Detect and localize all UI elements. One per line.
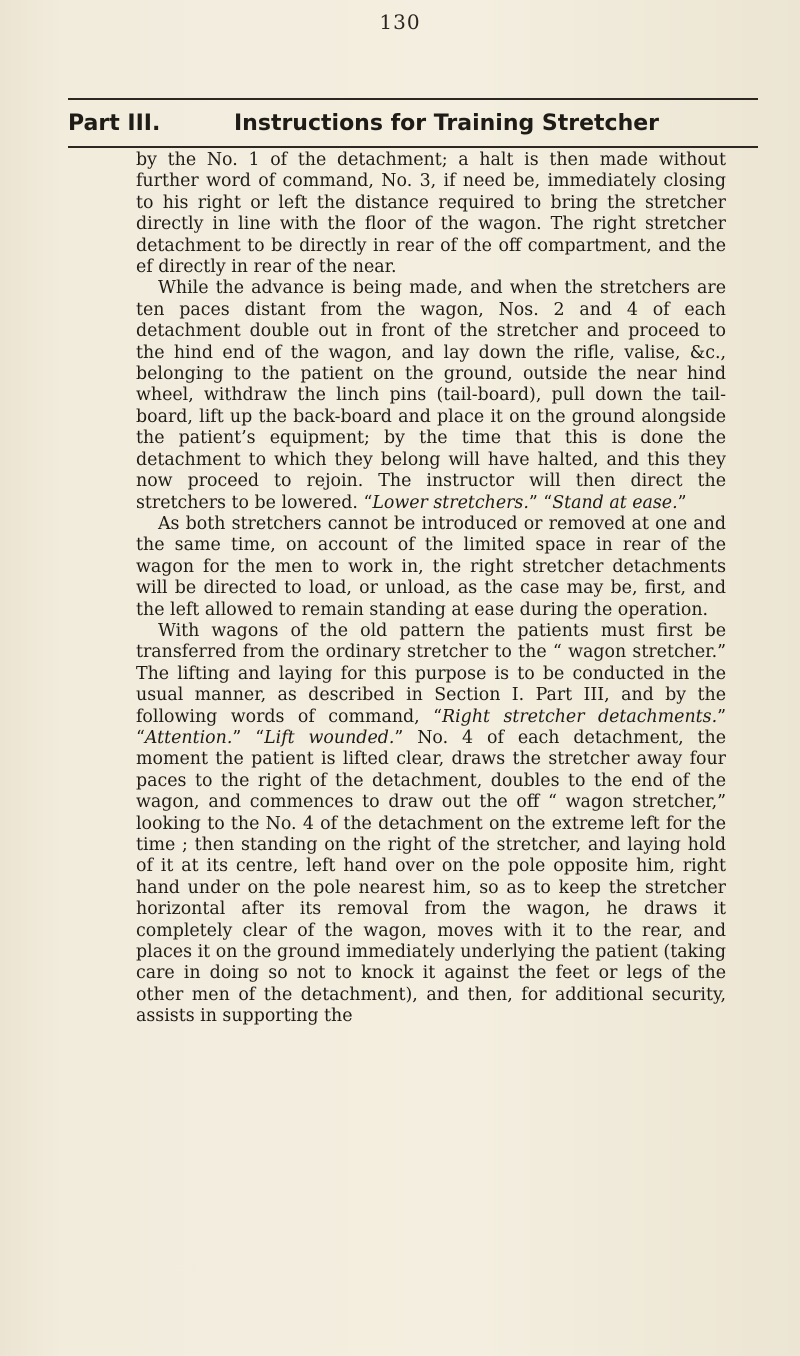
italic-command: Lift wounded.	[264, 727, 395, 748]
paragraph	[136, 514, 726, 621]
italic-command: Right stretcher detachments.	[442, 706, 718, 727]
paragraph	[136, 621, 726, 1028]
text-segment: ”	[677, 492, 687, 513]
header-part: Part III.	[68, 111, 161, 136]
paragraph	[136, 278, 726, 513]
text-segment: ” “	[232, 727, 265, 748]
text-segment: ” “	[136, 706, 726, 748]
text-segment: ” No. 4 of each detachment, the moment the patient is lifted clear, draws the stretcher away four paces to the right of the detachment, doubles to the end of the wagon, and commences to draw out the off “ wagon stretcher,” looking to the No. 4 of the detachment on the extreme left for the time ; then standing on the right of the stretcher, and laying hold of it at its centre, left hand over on the pole opposite him, right hand under on the pole nearest him, so as to keep the stretcher horizontal after its removal from the wagon, he draws it completely clear of the wagon, moves with it to the rear, and places it on the ground immediately underlying the patient (taking care in doing so not to knock it against the feet or legs of the other men of the detachment), and then, for additional security, assists in supporting the	[136, 727, 727, 1027]
body-text	[136, 150, 726, 1028]
text-segment: While the advance is being made, and when the stretchers are ten paces distant from the wagon, Nos. 2 and 4 of each detachment double out in front of the stretcher and proceed to the hind end of the wagon, and lay down the rifle, valise, &c., belonging to the patient on the ground, outside the near hind wheel, withdraw the linch pins (tail-board), pull down the tail-board, lift up the back-board and place it on the ground alongside the patient’s equipment; by the time that this is done the detachment to which they belong will have halted, and this they now proceed to rejoin. The instructor will then direct the stretchers to be lowered. “	[136, 278, 726, 513]
italic-command: Stand at ease.	[552, 492, 678, 513]
running-header	[68, 107, 758, 143]
text-segment: With wagons of the old pattern the patients must first be transferred from the ordinary stretcher to the “ wagon stretcher.” The lifting and laying for this purpose is to be conducted in the usual manner, as described in Section I. Part III, and by the following words of command, “	[136, 620, 726, 727]
header-rule-top	[68, 98, 758, 100]
header-rule-bottom	[68, 146, 758, 148]
header-title: Instructions for Training Stretcher	[234, 111, 660, 136]
text-segment: by the No. 1 of the detachment; a halt is then made without further word of command, No. 3, if need be, immediately closing to his right or left the distance required to bring the stretcher directly in line with the floor of the wagon. The right stretcher detachment to be directly in rear of the off compartment, and the ef directly in rear of the near.	[136, 150, 726, 278]
page-number: 130	[379, 10, 421, 34]
italic-command: Lower stretchers.	[372, 492, 529, 513]
italic-command: Attention.	[144, 727, 233, 748]
text-segment: ” “	[528, 492, 553, 513]
paragraph	[136, 150, 726, 278]
text-segment: As both stretchers cannot be introduced or removed at one and the same time, on account of the limited space in rear of the wagon for the men to work in, the right stretcher detachments will be directed to load, or unload, as the case may be, first, and the left allowed to remain standing at ease during the operation.	[136, 513, 726, 620]
